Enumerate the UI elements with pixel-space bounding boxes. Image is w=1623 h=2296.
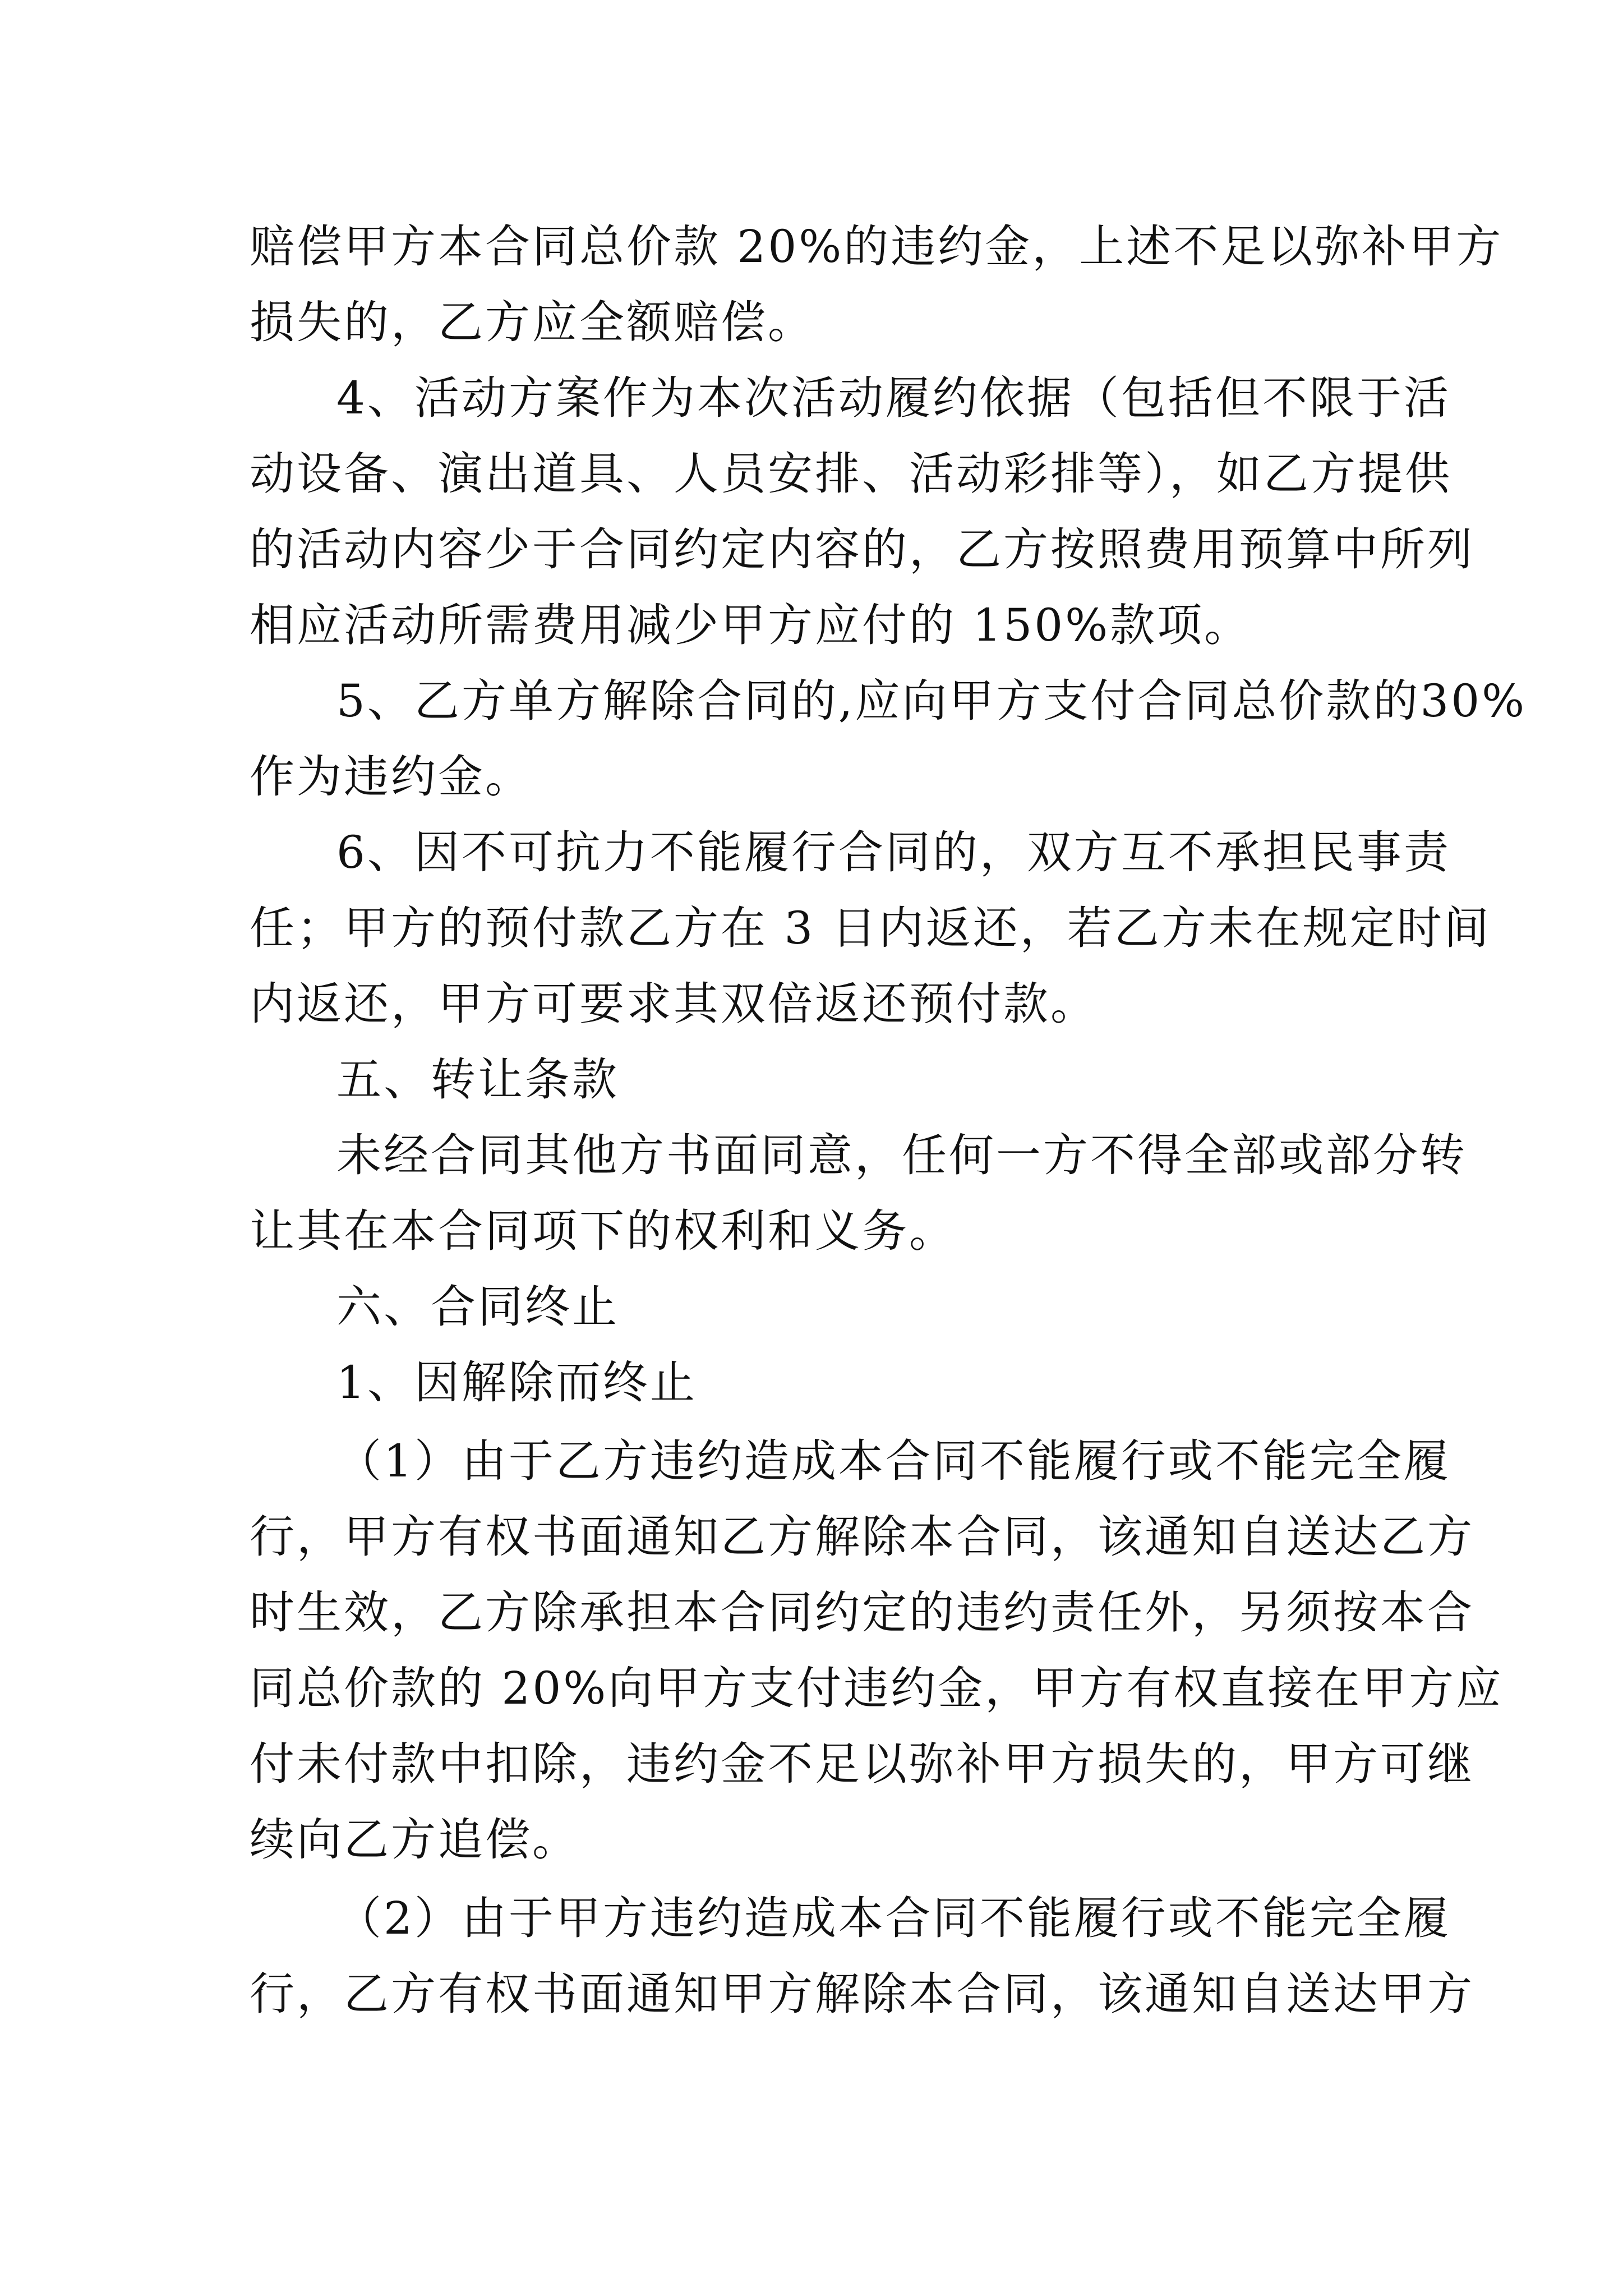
text-line: 损失的，乙方应全额赔偿。 [250, 296, 815, 348]
text-line: 6、因不可抗力不能履行合同的，双方互不承担民事责 [336, 826, 1451, 878]
section-heading: 五、转让条款 [336, 1053, 619, 1106]
text-line: 行，甲方有权书面通知乙方解除本合同，该通知自送达乙方 [250, 1511, 1474, 1563]
text-line: （2）由于甲方违约造成本合同不能履行或不能完全履 [336, 1892, 1451, 1944]
text-line: 动设备、演出道具、人员安排、活动彩排等），如乙方提供 [250, 448, 1452, 500]
text-line: 时生效，乙方除承担本合同约定的违约责任外，另须按本合 [250, 1586, 1474, 1639]
text-line: 任；甲方的预付款乙方在 3 日内返还，若乙方未在规定时间 [250, 902, 1491, 954]
text-line: 赔偿甲方本合同总价款 20%的违约金，上述不足以弥补甲方 [250, 220, 1504, 273]
text-line: 内返还，甲方可要求其双倍返还预付款。 [250, 978, 1098, 1030]
text-line: 续向乙方追偿。 [250, 1814, 579, 1866]
text-line: 5、乙方单方解除合同的,应向甲方支付合同总价款的30% [336, 675, 1527, 727]
text-line: 4、活动方案作为本次活动履约依据（包括但不限于活 [336, 372, 1451, 424]
text-line: 未经合同其他方书面同意，任何一方不得全部或部分转 [336, 1129, 1467, 1181]
section-heading: 六、合同终止 [336, 1281, 619, 1333]
text-line: 同总价款的 20%向甲方支付违约金，甲方有权直接在甲方应 [250, 1662, 1504, 1714]
subsection-heading: 1、因解除而终止 [336, 1356, 697, 1409]
text-line: 的活动内容少于合同约定内容的，乙方按照费用预算中所列 [250, 523, 1474, 576]
text-line: （1）由于乙方违约造成本合同不能履行或不能完全履 [336, 1435, 1451, 1487]
text-line: 作为违约金。 [250, 751, 532, 803]
text-line: 行，乙方有权书面通知甲方解除本合同，该通知自送达甲方 [250, 1968, 1474, 2020]
text-line: 付未付款中扣除，违约金不足以弥补甲方损失的，甲方可继 [250, 1738, 1474, 1790]
text-line: 让其在本合同项下的权利和义务。 [250, 1205, 956, 1257]
text-line: 相应活动所需费用减少甲方应付的 150%款项。 [250, 599, 1252, 651]
